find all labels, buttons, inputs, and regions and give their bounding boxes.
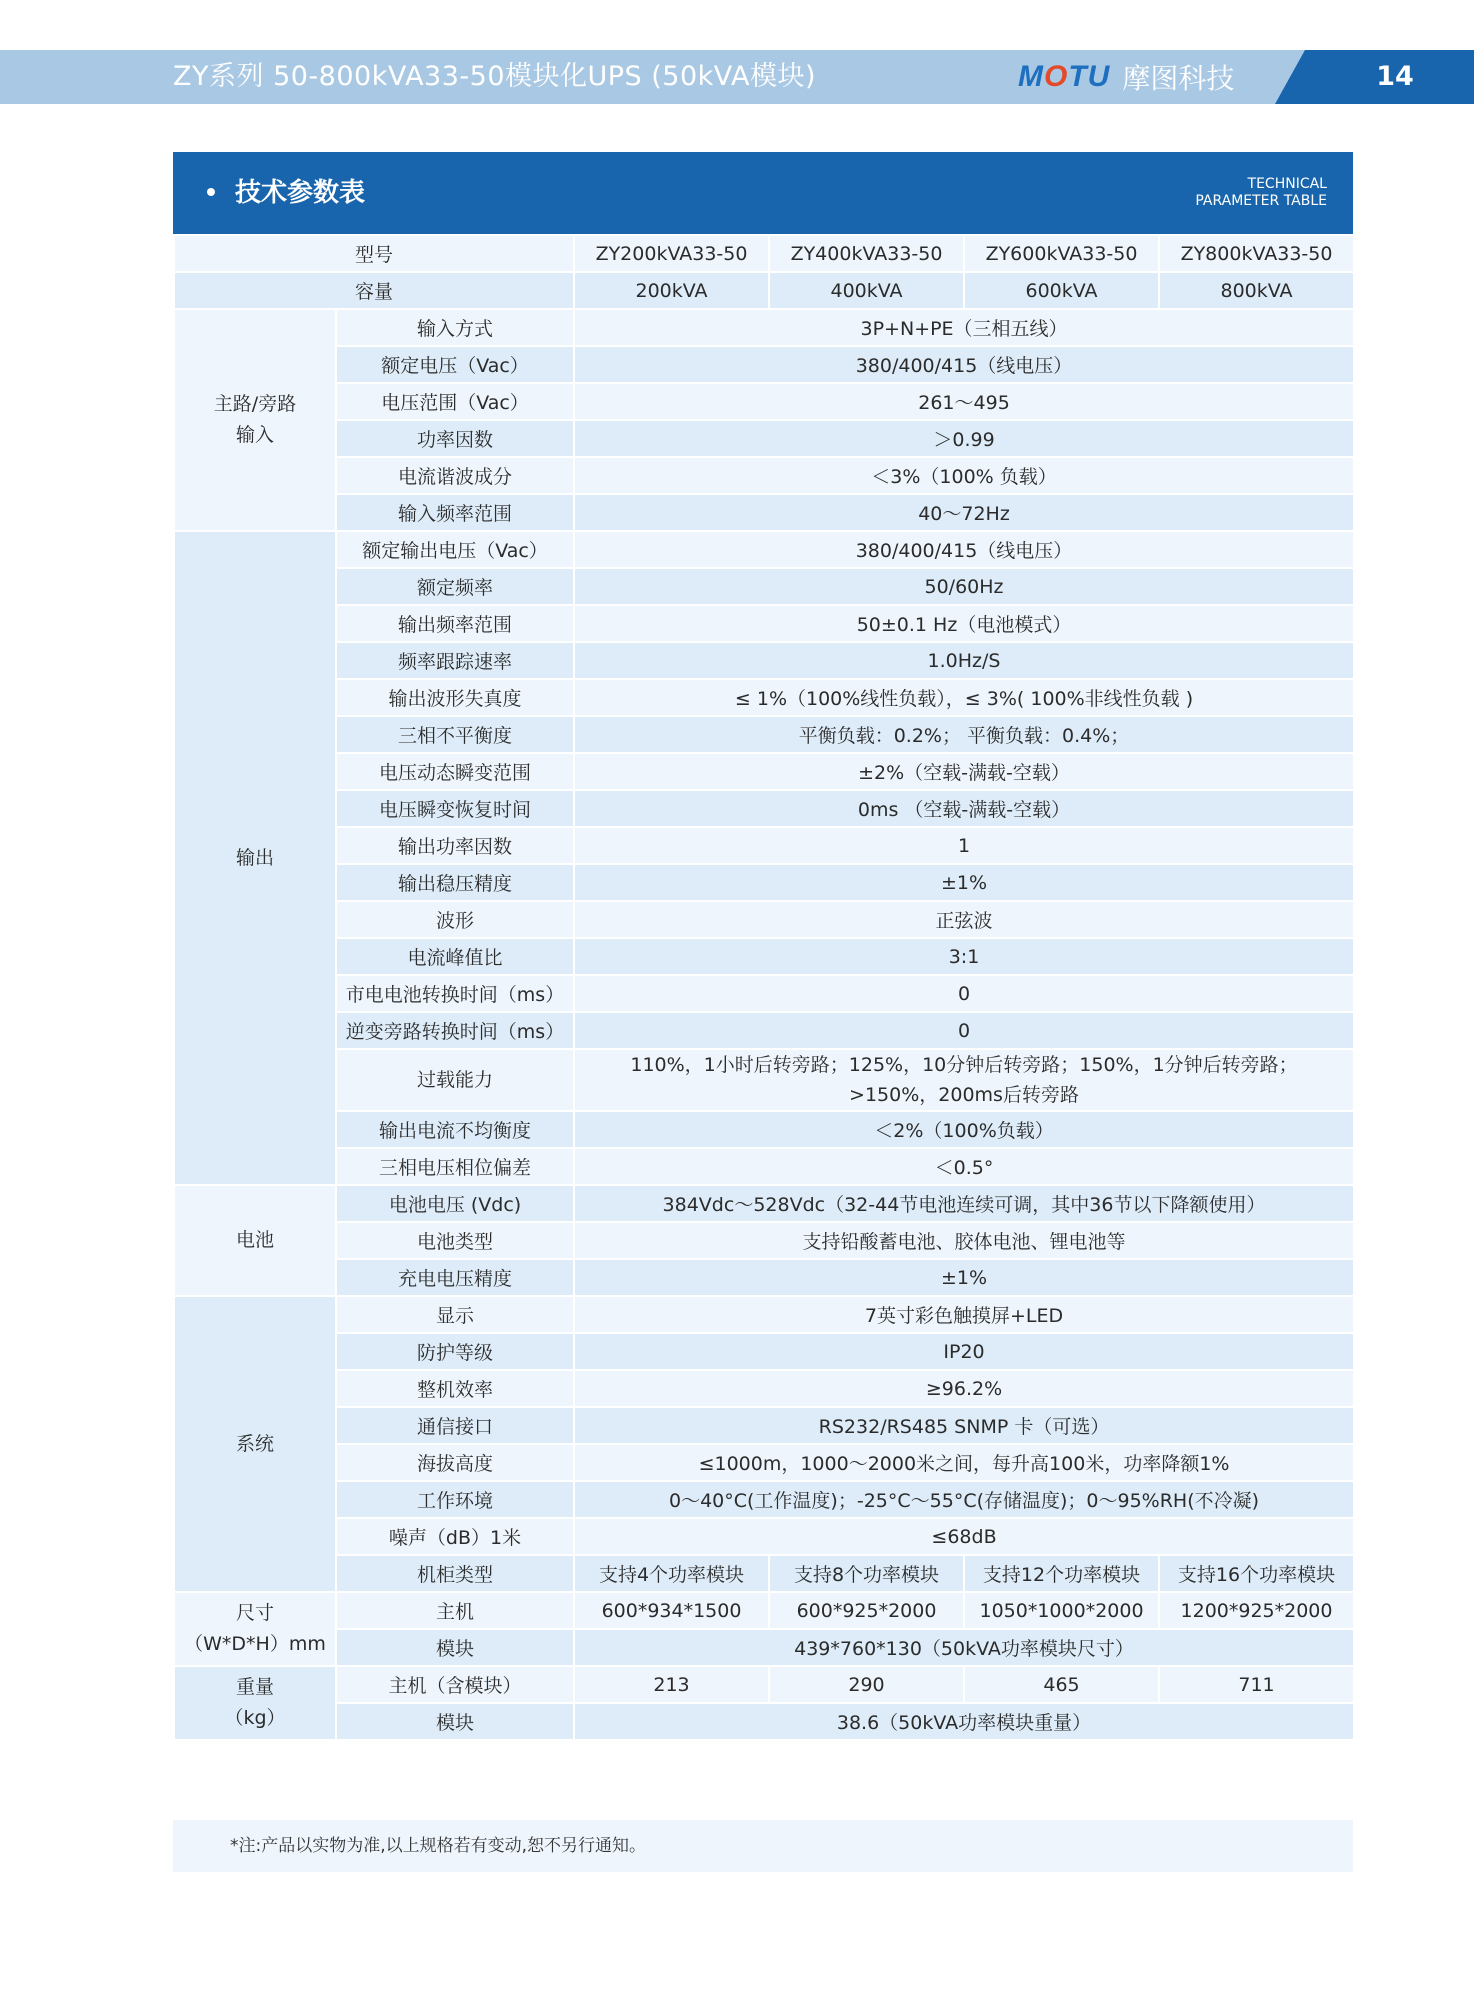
- group-battery-line: 电池: [235, 1229, 274, 1251]
- table-row: [174, 716, 1354, 753]
- table-row: [174, 309, 1354, 346]
- spec-panel: [173, 152, 1353, 1741]
- cabinet-cell: 支持16个功率模块: [1159, 1555, 1354, 1592]
- group-input: [174, 309, 336, 531]
- param-value: 正弦波: [574, 901, 1354, 938]
- table-row: [174, 1333, 1354, 1370]
- table-row: [174, 642, 1354, 679]
- group-battery: [174, 1185, 336, 1296]
- group-size: [174, 1592, 336, 1666]
- group-size-line: 尺寸: [235, 1602, 274, 1624]
- group-system-line: 系统: [235, 1432, 274, 1455]
- section-header: [173, 152, 1353, 234]
- table-row: [174, 975, 1354, 1012]
- param-label: 机柜类型: [336, 1555, 574, 1592]
- param-label: 市电电池转换时间（ms）: [336, 975, 574, 1012]
- table-row: [174, 1407, 1354, 1444]
- param-value: 50/60Hz: [574, 568, 1354, 605]
- param-label: 充电电压精度: [336, 1259, 574, 1296]
- param-label: 主机: [336, 1592, 574, 1629]
- group-output: [174, 531, 336, 1185]
- table-row: [174, 272, 1354, 309]
- param-label: 输出波形失真度: [336, 679, 574, 716]
- param-label: 模块: [336, 1703, 574, 1740]
- param-value: 439*760*130（50kVA功率模块尺寸）: [574, 1629, 1354, 1666]
- weight-cell: 711: [1159, 1666, 1354, 1703]
- motu-logo-icon: MOTU: [1018, 60, 1111, 93]
- cabinet-cell: 支持4个功率模块: [574, 1555, 769, 1592]
- param-value: 50±0.1 Hz（电池模式）: [574, 605, 1354, 642]
- group-weight: [174, 1666, 336, 1740]
- param-value: 支持铅酸蓄电池、胶体电池、锂电池等: [574, 1222, 1354, 1259]
- page-number: 14: [1376, 61, 1414, 92]
- table-row: [174, 420, 1354, 457]
- param-value: ＞0.99: [574, 420, 1354, 457]
- table-row: [174, 1222, 1354, 1259]
- table-row: [174, 1370, 1354, 1407]
- group-weight-line: 重量: [235, 1676, 274, 1698]
- param-value: 38.6（50kVA功率模块重量）: [574, 1703, 1354, 1740]
- table-row: [174, 1481, 1354, 1518]
- weight-cell: 213: [574, 1666, 769, 1703]
- param-label: 波形: [336, 901, 574, 938]
- param-label: 额定频率: [336, 568, 574, 605]
- capacity-cell: 400kVA: [769, 272, 964, 309]
- model-cell: ZY400kVA33-50: [769, 235, 964, 272]
- param-label: 过载能力: [336, 1049, 574, 1111]
- model-cell: ZY800kVA33-50: [1159, 235, 1354, 272]
- group-size-line: （W*D*H）mm: [184, 1633, 326, 1655]
- size-cell: 600*934*1500: [574, 1592, 769, 1629]
- param-label: 三相不平衡度: [336, 716, 574, 753]
- param-value: 380/400/415（线电压）: [574, 346, 1354, 383]
- param-label: 电压范围（Vac）: [336, 383, 574, 420]
- table-row: [174, 1555, 1354, 1592]
- table-row: [174, 1148, 1354, 1185]
- param-value: 0～40°C(工作温度)；-25°C～55°C(存储温度)；0～95%RH(不冷凝): [574, 1481, 1354, 1518]
- param-label: 电压瞬变恢复时间: [336, 790, 574, 827]
- table-row: [174, 1592, 1354, 1629]
- group-output-line: 输出: [235, 846, 274, 869]
- param-label: 通信接口: [336, 1407, 574, 1444]
- param-label: 主机（含模块）: [336, 1666, 574, 1703]
- table-row: [174, 605, 1354, 642]
- param-label: 整机效率: [336, 1370, 574, 1407]
- param-label: 输入方式: [336, 309, 574, 346]
- param-value: 0: [574, 975, 1354, 1012]
- param-label: 额定电压（Vac）: [336, 346, 574, 383]
- table-row: [174, 1444, 1354, 1481]
- param-value: IP20: [574, 1333, 1354, 1370]
- bullet-icon: [207, 188, 215, 196]
- param-value: 3P+N+PE（三相五线）: [574, 309, 1354, 346]
- table-row: [174, 790, 1354, 827]
- param-value: RS232/RS485 SNMP 卡（可选）: [574, 1407, 1354, 1444]
- param-value: ≥96.2%: [574, 1370, 1354, 1407]
- model-label: 型号: [174, 235, 574, 272]
- weight-cell: 465: [964, 1666, 1159, 1703]
- param-value: ＜0.5°: [574, 1148, 1354, 1185]
- param-value: ≤1000m，1000～2000米之间，每升高100米，功率降额1%: [574, 1444, 1354, 1481]
- table-row: [174, 568, 1354, 605]
- size-cell: 1050*1000*2000: [964, 1592, 1159, 1629]
- param-label: 额定输出电压（Vac）: [336, 531, 574, 568]
- table-row: [174, 457, 1354, 494]
- param-label: 电压动态瞬变范围: [336, 753, 574, 790]
- capacity-cell: 600kVA: [964, 272, 1159, 309]
- overload-line: >150%，200ms后转旁路: [849, 1084, 1079, 1106]
- param-label: 输入频率范围: [336, 494, 574, 531]
- param-label: 海拔高度: [336, 1444, 574, 1481]
- table-row: [174, 938, 1354, 975]
- cabinet-cell: 支持12个功率模块: [964, 1555, 1159, 1592]
- table-row: [174, 1259, 1354, 1296]
- param-label: 显示: [336, 1296, 574, 1333]
- param-value: 平衡负载：0.2%； 平衡负载：0.4%；: [574, 716, 1354, 753]
- param-value: 380/400/415（线电压）: [574, 531, 1354, 568]
- param-label: 模块: [336, 1629, 574, 1666]
- company-name: 摩图科技: [1122, 62, 1235, 95]
- table-row: [174, 1703, 1354, 1740]
- param-value: 40～72Hz: [574, 494, 1354, 531]
- model-cell: ZY600kVA33-50: [964, 235, 1159, 272]
- table-row: [174, 346, 1354, 383]
- param-label: 工作环境: [336, 1481, 574, 1518]
- document-title: ZY系列 50-800kVA33-50模块化UPS (50kVA模块): [173, 61, 817, 92]
- section-title: 技术参数表: [235, 178, 366, 208]
- param-value: ±1%: [574, 1259, 1354, 1296]
- weight-cell: 290: [769, 1666, 964, 1703]
- table-row: [174, 235, 1354, 272]
- param-value: ±1%: [574, 864, 1354, 901]
- param-label: 频率跟踪速率: [336, 642, 574, 679]
- table-row: [174, 1629, 1354, 1666]
- param-value: 1: [574, 827, 1354, 864]
- group-system: [174, 1296, 336, 1592]
- table-row: [174, 827, 1354, 864]
- brand-logo: [1018, 50, 1234, 104]
- param-value: 0ms （空载-满载-空载）: [574, 790, 1354, 827]
- table-row: [174, 1111, 1354, 1148]
- param-label: 噪声（dB）1米: [336, 1518, 574, 1555]
- table-row: [174, 864, 1354, 901]
- param-value: 3:1: [574, 938, 1354, 975]
- table-row: [174, 1518, 1354, 1555]
- param-label: 输出稳压精度: [336, 864, 574, 901]
- param-value: 7英寸彩色触摸屏+LED: [574, 1296, 1354, 1333]
- param-label: 三相电压相位偏差: [336, 1148, 574, 1185]
- table-row: [174, 901, 1354, 938]
- param-label: 防护等级: [336, 1333, 574, 1370]
- param-label: 电流谐波成分: [336, 457, 574, 494]
- size-cell: 600*925*2000: [769, 1592, 964, 1629]
- param-value: 1.0Hz/S: [574, 642, 1354, 679]
- param-value: 384Vdc～528Vdc（32-44节电池连续可调，其中36节以下降额使用）: [574, 1185, 1354, 1222]
- section-subtitle: TECHNICAL PARAMETER TABLE: [1195, 176, 1327, 209]
- param-value: [574, 1049, 1354, 1111]
- table-row: [174, 1666, 1354, 1703]
- overload-line: 110%，1小时后转旁路；125%，10分钟后转旁路；150%，1分钟后转旁路；: [630, 1054, 1298, 1076]
- capacity-label: 容量: [174, 272, 574, 309]
- table-row: [174, 679, 1354, 716]
- table-row: [174, 383, 1354, 420]
- capacity-cell: 200kVA: [574, 272, 769, 309]
- footnote: *注:产品以实物为准,以上规格若有变动,恕不另行通知。: [173, 1820, 1353, 1872]
- capacity-cell: 800kVA: [1159, 272, 1354, 309]
- spec-table: [173, 234, 1355, 1741]
- cabinet-cell: 支持8个功率模块: [769, 1555, 964, 1592]
- table-row: [174, 753, 1354, 790]
- param-value: ≤ 1%（100%线性负载），≤ 3%( 100%非线性负载 ): [574, 679, 1354, 716]
- param-value: ＜3%（100% 负载）: [574, 457, 1354, 494]
- table-row: [174, 531, 1354, 568]
- table-row: [174, 1185, 1354, 1222]
- table-row: [174, 1296, 1354, 1333]
- param-label: 输出功率因数: [336, 827, 574, 864]
- param-value: ＜2%（100%负载）: [574, 1111, 1354, 1148]
- param-label: 功率因数: [336, 420, 574, 457]
- param-label: 电池类型: [336, 1222, 574, 1259]
- param-label: 输出电流不均衡度: [336, 1111, 574, 1148]
- table-row: [174, 494, 1354, 531]
- param-value: 0: [574, 1012, 1354, 1049]
- param-label: 逆变旁路转换时间（ms）: [336, 1012, 574, 1049]
- model-cell: ZY200kVA33-50: [574, 235, 769, 272]
- table-row: [174, 1049, 1354, 1111]
- param-value: ≤68dB: [574, 1518, 1354, 1555]
- group-weight-line: （kg）: [224, 1707, 286, 1729]
- group-input-line: 主路/旁路: [213, 393, 297, 415]
- param-label: 输出频率范围: [336, 605, 574, 642]
- param-value: ±2%（空载-满载-空载）: [574, 753, 1354, 790]
- param-label: 电池电压 (Vdc): [336, 1185, 574, 1222]
- param-value: 261～495: [574, 383, 1354, 420]
- table-row: [174, 1012, 1354, 1049]
- param-label: 电流峰值比: [336, 938, 574, 975]
- group-input-line: 输入: [235, 424, 274, 446]
- size-cell: 1200*925*2000: [1159, 1592, 1354, 1629]
